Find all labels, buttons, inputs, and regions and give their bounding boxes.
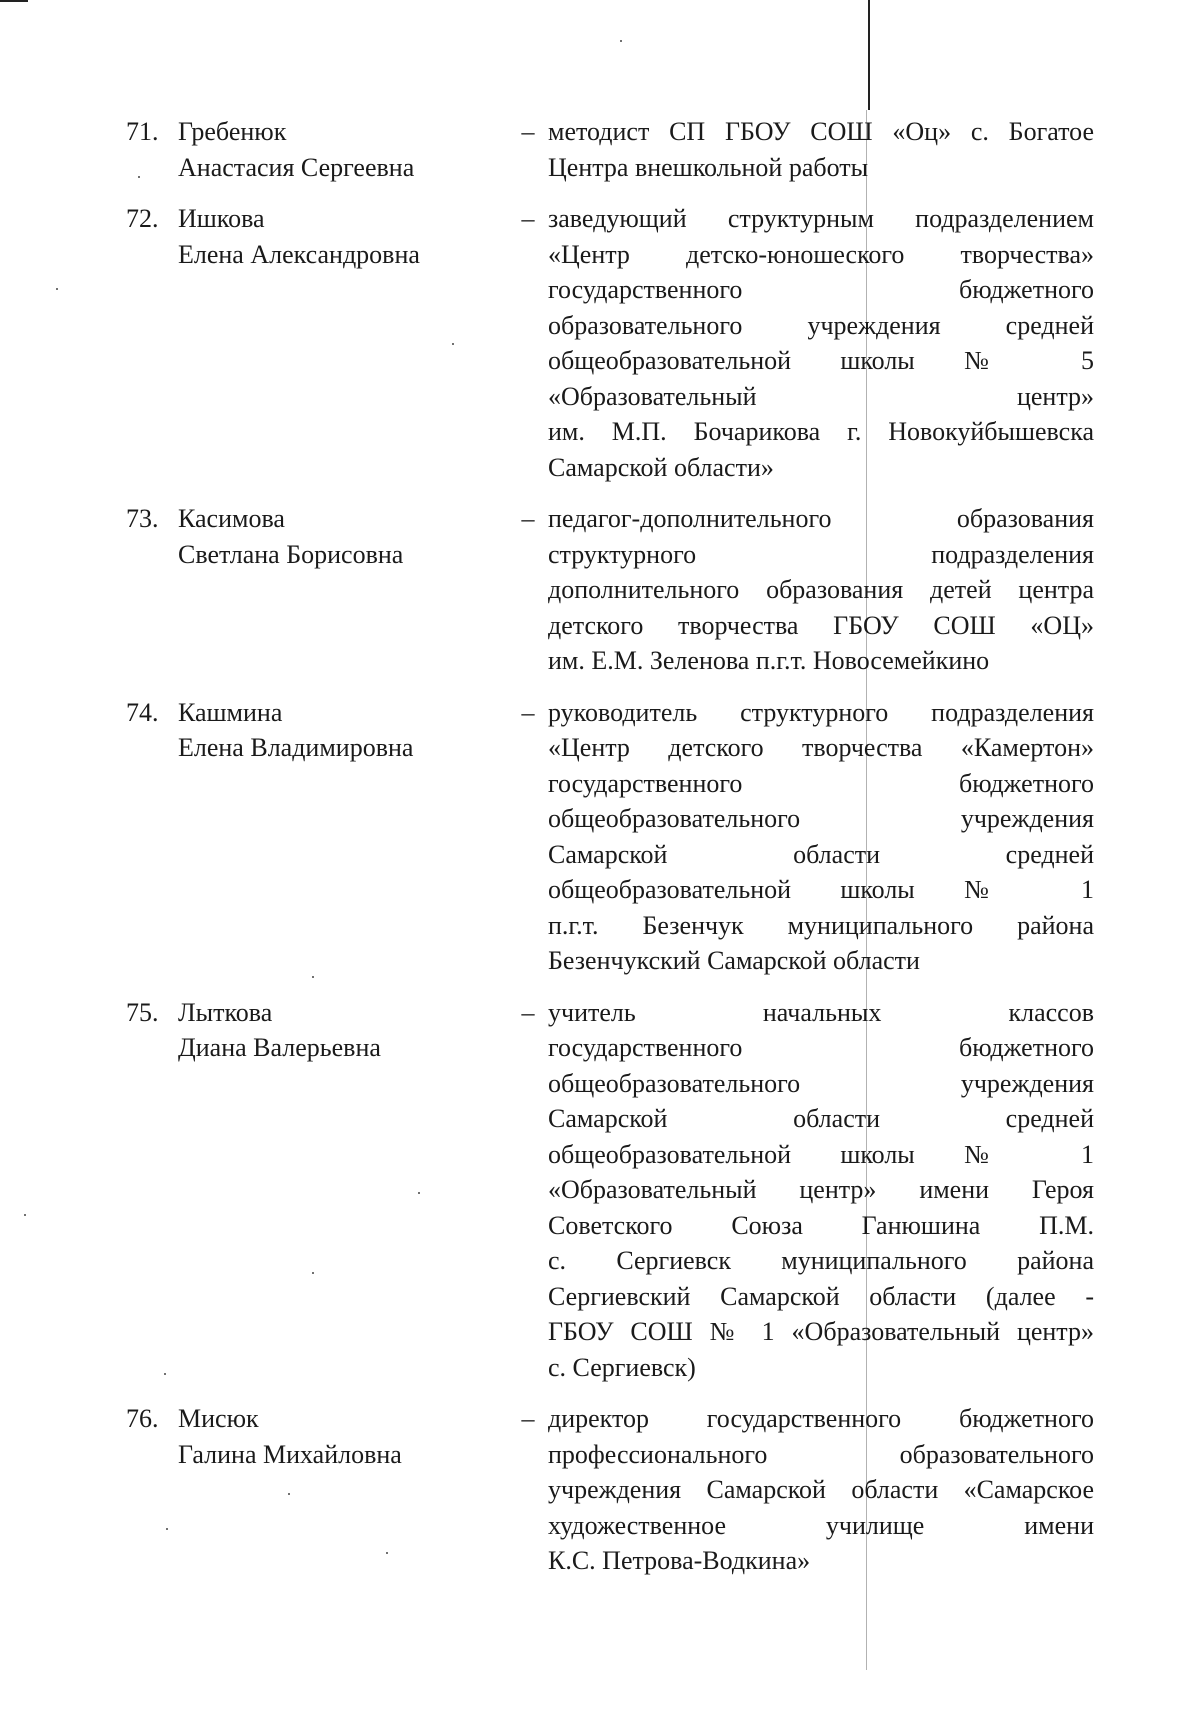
description-line: общеобразовательной школы № 1	[548, 1139, 1094, 1169]
given-names: Анастасия Сергеевна	[178, 152, 415, 182]
list-item	[126, 695, 1096, 979]
description-line: образовательного учреждения средней	[548, 310, 1094, 340]
surname: Мисюк	[178, 1404, 259, 1433]
description-line: «Центр детского творчества «Камертон»	[548, 733, 1094, 762]
description-line: Самарской области средней	[548, 1104, 1094, 1133]
description-line: ГБОУ СОШ № 1 «Образовательный центр»	[548, 1317, 1094, 1346]
description-line: дополнительного образования детей центра	[548, 575, 1094, 604]
description-line: Безенчукский Самарской области	[548, 946, 920, 975]
description-line: государственного бюджетного	[548, 768, 1094, 798]
position-description	[548, 501, 1094, 679]
person-name	[178, 501, 508, 679]
person-name	[178, 114, 508, 185]
description-line: учреждения Самарской области «Самарское	[548, 1475, 1094, 1504]
scan-corner-mark	[0, 0, 28, 2]
item-number: 75.	[126, 997, 159, 1027]
list-item	[126, 1401, 1096, 1579]
person-name	[178, 201, 508, 485]
person-name	[178, 995, 508, 1386]
description-line: «Образовательный центр»	[548, 381, 1094, 411]
description-line: детского творчества ГБОУ СОШ «ОЦ»	[548, 610, 1094, 640]
item-number: 74.	[126, 697, 159, 727]
item-number: 73.	[126, 504, 159, 533]
list-item	[126, 501, 1096, 679]
description-line: общеобразовательной школы № 5	[548, 346, 1094, 375]
item-number: 71.	[126, 117, 159, 146]
dash-separator: –	[521, 204, 535, 233]
scan-fold-line	[868, 0, 870, 110]
description-line: Центра внешкольной работы	[548, 152, 869, 182]
dash-separator: –	[521, 997, 535, 1027]
given-names: Елена Александровна	[178, 239, 420, 269]
person-name	[178, 1401, 508, 1579]
description-line: государственного бюджетного	[548, 275, 1094, 304]
position-description	[548, 695, 1094, 979]
description-line: с. Сергиевск муниципального района	[548, 1246, 1094, 1275]
description-line: структурного подразделения	[548, 539, 1094, 569]
position-description	[548, 114, 1094, 185]
position-description	[548, 201, 1094, 485]
dash-separator: –	[521, 697, 535, 727]
description-line: им. Е.М. Зеленова п.г.т. Новосемейкино	[548, 646, 990, 675]
description-line: п.г.т. Безенчук муниципального района	[548, 910, 1094, 940]
appointee-list	[126, 114, 1096, 1595]
description-line: художественное училище имени	[548, 1510, 1094, 1540]
given-names: Елена Владимировна	[178, 733, 414, 762]
given-names: Светлана Борисовна	[178, 539, 404, 569]
description-line: «Образовательный центр» имени Героя	[548, 1175, 1094, 1204]
dash-separator: –	[521, 504, 535, 533]
description-line: методист СП ГБОУ СОШ «Оц» с. Богатое	[548, 117, 1094, 146]
description-line: Самарской области»	[548, 452, 774, 482]
description-line: Самарской области средней	[548, 839, 1094, 869]
description-line: с. Сергиевск)	[548, 1352, 696, 1382]
description-line: им. М.П. Бочарикова г. Новокуйбышевска	[548, 417, 1094, 446]
dash-separator: –	[521, 117, 535, 146]
surname: Ишкова	[178, 204, 265, 233]
description-line: государственного бюджетного	[548, 1033, 1094, 1062]
description-line: профессионального образовательного	[548, 1439, 1094, 1469]
dash-separator: –	[521, 1404, 535, 1433]
list-item	[126, 114, 1096, 185]
position-description	[548, 995, 1094, 1386]
description-line: педагог-дополнительного образования	[548, 504, 1094, 533]
description-line: директор государственного бюджетного	[548, 1404, 1094, 1433]
description-line: общеобразовательного учреждения	[548, 1068, 1094, 1098]
item-number: 76.	[126, 1404, 159, 1433]
scan-speck	[620, 40, 622, 42]
description-line: заведующий структурным подразделением	[548, 204, 1094, 233]
description-line: Сергиевский Самарской области (далее -	[548, 1281, 1094, 1311]
description-line: руководитель структурного подразделения	[548, 697, 1094, 727]
given-names: Диана Валерьевна	[178, 1033, 381, 1062]
surname: Кашмина	[178, 697, 283, 727]
surname: Касимова	[178, 504, 285, 533]
item-number: 72.	[126, 204, 159, 233]
person-name	[178, 695, 508, 979]
description-line: «Центр детско-юношеского творчества»	[548, 239, 1094, 269]
description-line: К.С. Петрова-Водкина»	[548, 1546, 811, 1575]
surname: Лыткова	[178, 997, 273, 1027]
scan-speck	[56, 288, 58, 290]
description-line: общеобразовательного учреждения	[548, 804, 1094, 833]
list-item	[126, 995, 1096, 1386]
scan-speck	[24, 1214, 26, 1216]
position-description	[548, 1401, 1094, 1579]
description-line: учитель начальных классов	[548, 997, 1094, 1027]
given-names: Галина Михайловна	[178, 1439, 402, 1469]
surname: Гребенюк	[178, 117, 287, 146]
description-line: общеобразовательной школы № 1	[548, 875, 1094, 904]
description-line: Советского Союза Ганюшина П.М.	[548, 1210, 1094, 1240]
list-item	[126, 201, 1096, 485]
